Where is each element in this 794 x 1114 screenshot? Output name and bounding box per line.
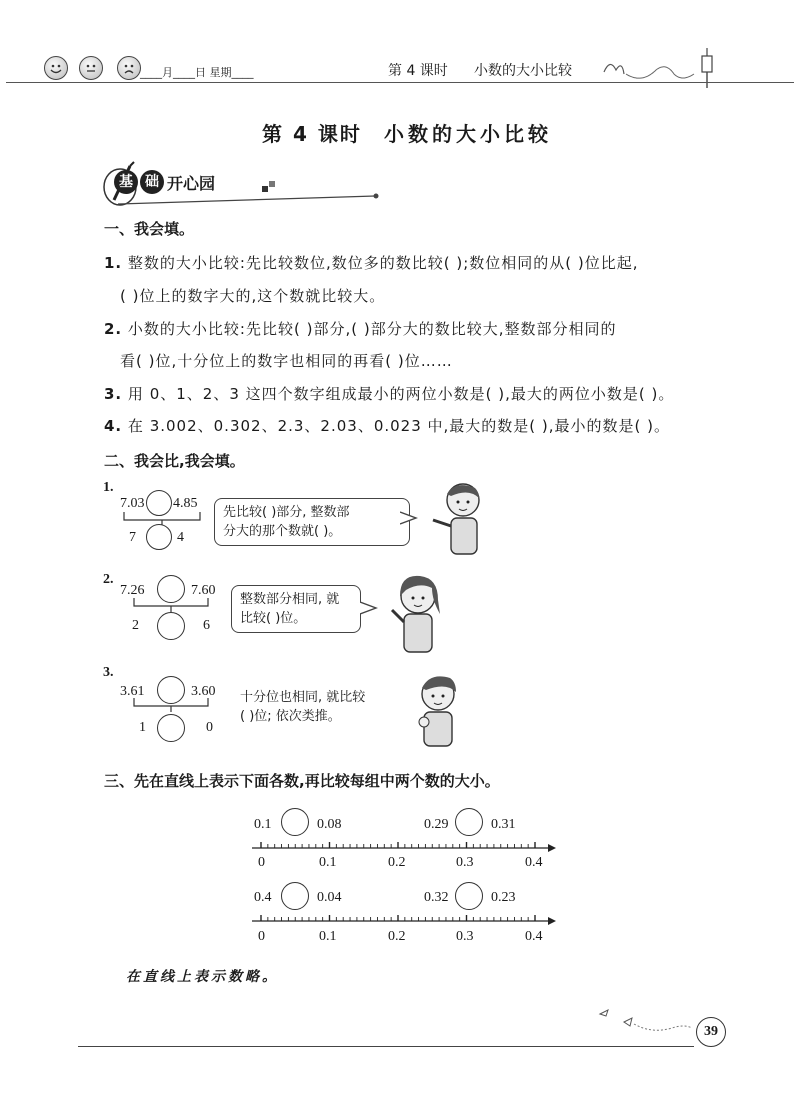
date-line: ____月____日 星期____ (140, 66, 254, 79)
page-number: 39 (696, 1017, 726, 1047)
banner-char-2: 础 (140, 170, 164, 194)
number-line-2[interactable] (250, 913, 560, 927)
axis-label: 0.4 (525, 929, 543, 944)
compare-right-value: 4.85 (173, 496, 198, 511)
header-lesson-name: 小数的大小比较 (474, 63, 572, 79)
section3-heading: 三、先在直线上表示下面各数,再比较每组中两个数的大小。 (104, 772, 500, 790)
value-c: 0.29 (424, 817, 449, 832)
axis-label: 0 (258, 855, 265, 870)
butterfly-lamp-decoration-icon (594, 44, 724, 90)
header-rule (6, 82, 794, 83)
q1-text: 整数的大小比较:先比较数位,数位多的数比较( );数位相同的从( )位比起, (127, 254, 639, 272)
header-lesson-tag: 第 4 课时 (388, 63, 448, 79)
bubble-line: 整数部分相同, 就 (240, 592, 340, 607)
sad-face-icon (117, 56, 141, 80)
q2-number: 2. (104, 320, 123, 338)
answer-circle[interactable] (455, 808, 483, 836)
footer-rule (78, 1046, 694, 1047)
q3-text: 用 0、1、2、3 这四个数字组成最小的两位小数是( ),最大的两位小数是( )。 (127, 385, 675, 403)
number-line-1[interactable] (250, 840, 560, 854)
axis-label: 0.3 (456, 929, 474, 944)
item-number: 3. (103, 665, 114, 680)
value-c: 0.32 (424, 890, 449, 905)
item-number: 1. (103, 480, 114, 495)
value-a: 0.1 (254, 817, 272, 832)
neutral-face-icon (79, 56, 103, 80)
axis-arrow-icon (548, 844, 556, 852)
banner-square-icon (262, 186, 268, 192)
bubble-tail-icon (400, 510, 420, 526)
page-title: 小数的大小比较 (384, 122, 552, 146)
axis-label: 0.1 (319, 929, 337, 944)
integer-right-value: 6 (203, 618, 210, 633)
compare-left-value: 7.26 (120, 583, 145, 598)
q4-line (104, 415, 670, 436)
value-a: 0.4 (254, 890, 272, 905)
axis-label: 0.2 (388, 855, 406, 870)
smile-face-icon (44, 56, 68, 80)
banner-square-icon-2 (269, 181, 275, 187)
speech-bubble (214, 498, 410, 546)
integer-left-value: 2 (132, 618, 139, 633)
value-d: 0.31 (491, 817, 516, 832)
bubble-line: 先比较( )部分, 整数部 (223, 505, 350, 520)
item-number: 2. (103, 572, 114, 587)
axis-label: 0.4 (525, 855, 543, 870)
compare-left-value: 3.61 (120, 684, 145, 699)
q4-text: 在 3.002、0.302、2.3、2.03、0.023 中,最大的数是( ),最小的数是( )。 (127, 417, 671, 435)
q3-number: 3. (104, 385, 123, 403)
q1-line2: ( )位上的数字大的,这个数就比较大。 (120, 287, 386, 305)
answer-circle[interactable] (281, 882, 309, 910)
bracket-icon (128, 698, 218, 712)
bird-trail-decoration-icon (596, 1000, 696, 1036)
boy-cartoon-icon (425, 478, 495, 558)
answer-circle[interactable] (157, 612, 185, 640)
answer-circle[interactable] (281, 808, 309, 836)
q4-number: 4. (104, 417, 123, 435)
integer-right-value: 0 (206, 720, 213, 735)
hint-line: ( )位; 依次类推。 (240, 709, 341, 724)
answer-circle[interactable] (455, 882, 483, 910)
axis-arrow-icon (548, 917, 556, 925)
page-title-lesson: 第 4 课时 (262, 122, 362, 146)
q2-line1 (104, 318, 616, 339)
bubble-tail-icon (360, 600, 380, 616)
answer-note: 在直线上表示数略。 (126, 969, 279, 985)
answer-circle[interactable] (146, 524, 172, 550)
integer-left-value: 7 (129, 530, 136, 545)
axis-label: 0.3 (456, 855, 474, 870)
integer-left-value: 1 (139, 720, 146, 735)
q3-line (104, 383, 674, 404)
integer-right-value: 4 (177, 530, 184, 545)
value-b: 0.04 (317, 890, 342, 905)
section1-heading: 一、我会填。 (104, 220, 195, 238)
banner-title: 开心园 (167, 174, 216, 193)
bubble-line: 比较( )位。 (240, 611, 307, 626)
q2-line2: 看( )位,十分位上的数字也相同的再看( )位…… (120, 352, 453, 370)
q1-line1 (104, 252, 639, 273)
boy-cartoon-icon (404, 670, 470, 748)
axis-label: 0.1 (319, 855, 337, 870)
bracket-icon (128, 598, 218, 612)
speech-bubble (231, 585, 361, 633)
hint-text (240, 688, 365, 726)
girl-cartoon-icon (382, 570, 452, 656)
banner-char-1: 基 (114, 170, 138, 194)
compare-right-value: 7.60 (191, 583, 216, 598)
axis-label: 0 (258, 929, 265, 944)
value-d: 0.23 (491, 890, 516, 905)
bubble-line: 分大的那个数就( )。 (223, 524, 342, 539)
hint-line: 十分位也相同, 就比较 (240, 690, 366, 705)
compare-right-value: 3.60 (191, 684, 216, 699)
answer-circle[interactable] (157, 714, 185, 742)
q1-number: 1. (104, 254, 123, 272)
q2-text: 小数的大小比较:先比较( )部分,( )部分大的数比较大,整数部分相同的 (127, 320, 617, 338)
axis-label: 0.2 (388, 929, 406, 944)
compare-left-value: 7.03 (120, 496, 145, 511)
value-b: 0.08 (317, 817, 342, 832)
section2-heading: 二、我会比,我会填。 (104, 452, 245, 470)
